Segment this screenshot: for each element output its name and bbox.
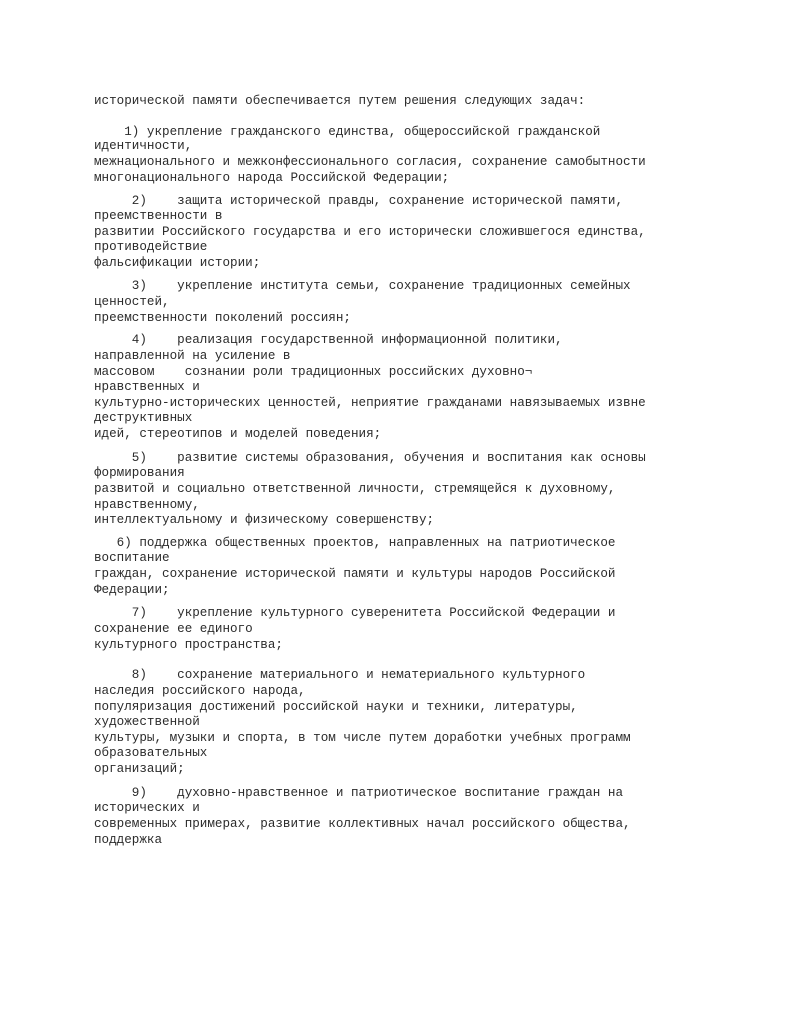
item-2-line-3: развитии Российского государства и его исторически сложившегося единства,: [94, 225, 646, 239]
item-5-line-2: формирования: [94, 466, 185, 480]
item-8-line-3: популяризация достижений российской науки и техники, литературы,: [94, 700, 578, 714]
item-5-line-5: интеллектуальному и физическому совершенству;: [94, 513, 435, 527]
item-4-line-7: идей, стереотипов и моделей поведения;: [94, 427, 382, 441]
item-2-line-5: фальсификации истории;: [94, 256, 261, 270]
item-4-line-6: деструктивных: [94, 411, 193, 425]
item-3-line-1: 3) укрепление института семьи, сохранение традиционных семейных: [94, 279, 631, 293]
item-7-line-2: сохранение ее единого: [94, 622, 253, 636]
item-5-line-1: 5) развитие системы образования, обучения и воспитания как основы: [94, 451, 646, 465]
item-2-line-1: 2) защита исторической правды, сохранение исторической памяти,: [94, 194, 624, 208]
item-8-line-5: культуры, музыки и спорта, в том числе путем доработки учебных программ: [94, 731, 631, 745]
item-9-line-4: поддержка: [94, 833, 163, 847]
item-9-line-1: 9) духовно-нравственное и патриотическое воспитание граждан на: [94, 786, 624, 800]
item-1-line-3: межнационального и межконфессионального согласия, сохранение самобытности: [94, 155, 646, 169]
item-8-line-7: организаций;: [94, 762, 185, 776]
item-8-line-6: образовательных: [94, 746, 208, 760]
item-3-line-2: ценностей,: [94, 295, 170, 309]
item-6-line-4: Федерации;: [94, 583, 170, 597]
item-6-line-3: граждан, сохранение исторической памяти и культуры народов Российской: [94, 567, 616, 581]
item-5-line-4: нравственному,: [94, 498, 200, 512]
item-5-line-3: развитой и социально ответственной личности, стремящейся к духовному,: [94, 482, 616, 496]
item-8-line-2: наследия российского народа,: [94, 684, 306, 698]
item-4-line-3: массовом сознании роли традиционных российских духовно¬: [94, 365, 533, 379]
item-4-line-2: направленной на усиление в: [94, 349, 291, 363]
item-6-line-2: воспитание: [94, 551, 170, 565]
item-4-line-5: культурно-исторических ценностей, неприятие гражданами навязываемых извне: [94, 396, 646, 410]
item-1-line-2: идентичности,: [94, 139, 193, 153]
item-3-line-3: преемственности поколений россиян;: [94, 311, 351, 325]
item-7-line-3: культурного пространства;: [94, 638, 283, 652]
item-1-line-1: 1) укрепление гражданского единства, общероссийской гражданской: [94, 125, 601, 139]
item-7-line-1: 7) укрепление культурного суверенитета Российской Федерации и: [94, 606, 616, 620]
item-6-line-1: 6) поддержка общественных проектов, направленных на патриотическое: [94, 536, 616, 550]
item-1-line-4: многонационального народа Российской Федерации;: [94, 171, 450, 185]
item-9-line-3: современных примерах, развитие коллективных начал российского общества,: [94, 817, 631, 831]
item-8-line-4: художественной: [94, 715, 200, 729]
item-2-line-4: противодействие: [94, 240, 208, 254]
intro-line: исторической памяти обеспечивается путем решения следующих задач:: [94, 94, 586, 108]
item-9-line-2: исторических и: [94, 801, 200, 815]
item-8-line-1: 8) сохранение материального и нематериального культурного: [94, 668, 586, 682]
item-4-line-1: 4) реализация государственной информационной политики,: [94, 333, 563, 347]
item-4-line-4: нравственных и: [94, 380, 200, 394]
item-2-line-2: преемственности в: [94, 209, 223, 223]
